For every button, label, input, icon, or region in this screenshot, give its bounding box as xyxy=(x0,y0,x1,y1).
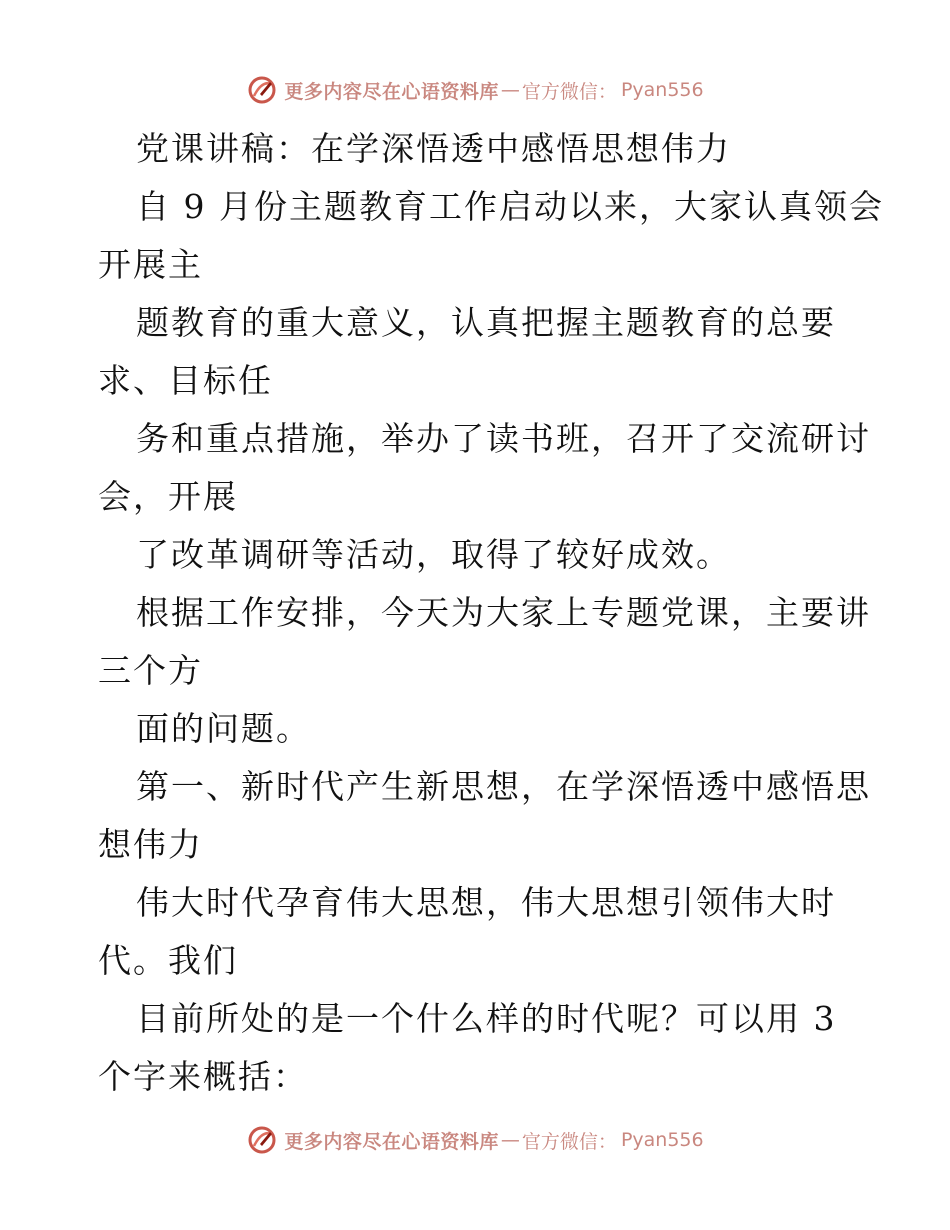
banner-wechat-label: 官方微信： xyxy=(521,80,617,103)
footer-watermark-banner xyxy=(0,1120,950,1160)
text-line: 党课讲稿：在学深悟透中感悟思想伟力 xyxy=(136,129,731,168)
text-line: 务和重点措施，举办了读书班，召开了交流研讨 xyxy=(136,419,871,458)
header-watermark-banner xyxy=(0,70,950,110)
text-line: 目前所处的是一个什么样的时代呢？可以用 3 xyxy=(136,999,837,1038)
text-line: 代。我们 xyxy=(98,941,238,980)
text-line: 面的问题。 xyxy=(136,709,311,748)
text-line: 求、目标任 xyxy=(98,361,273,400)
text-line: 伟大时代孕育伟大思想，伟大思想引领伟大时 xyxy=(136,883,836,922)
banner-dash: — xyxy=(500,79,520,101)
banner-dash: — xyxy=(500,1129,520,1151)
banner-wechat-label: 官方微信： xyxy=(521,1130,617,1153)
text-line: 三个方 xyxy=(98,651,203,690)
red-pen-swirl-icon xyxy=(246,74,278,106)
banner-wechat-id: Pyan556 xyxy=(620,79,704,101)
text-line: 根据工作安排，今天为大家上专题党课，主要讲 xyxy=(136,593,871,632)
text-line: 第一、新时代产生新思想，在学深悟透中感悟思 xyxy=(136,767,871,806)
red-pen-swirl-icon xyxy=(246,1124,278,1156)
text-line: 开展主 xyxy=(98,245,203,284)
banner-wechat-id: Pyan556 xyxy=(620,1129,704,1151)
text-line: 自 9 月份主题教育工作启动以来，大家认真领会 xyxy=(136,187,884,226)
banner-brand-text: 更多内容尽在心语资料库 xyxy=(284,80,499,103)
text-line: 会，开展 xyxy=(98,477,238,516)
text-line: 个字来概括： xyxy=(98,1057,308,1096)
text-line: 想伟力 xyxy=(98,825,203,864)
text-line: 了改革调研等活动，取得了较好成效。 xyxy=(136,535,731,574)
text-line: 题教育的重大意义，认真把握主题教育的总要 xyxy=(136,303,836,342)
banner-brand-text: 更多内容尽在心语资料库 xyxy=(284,1130,499,1153)
document-body xyxy=(98,120,884,1106)
